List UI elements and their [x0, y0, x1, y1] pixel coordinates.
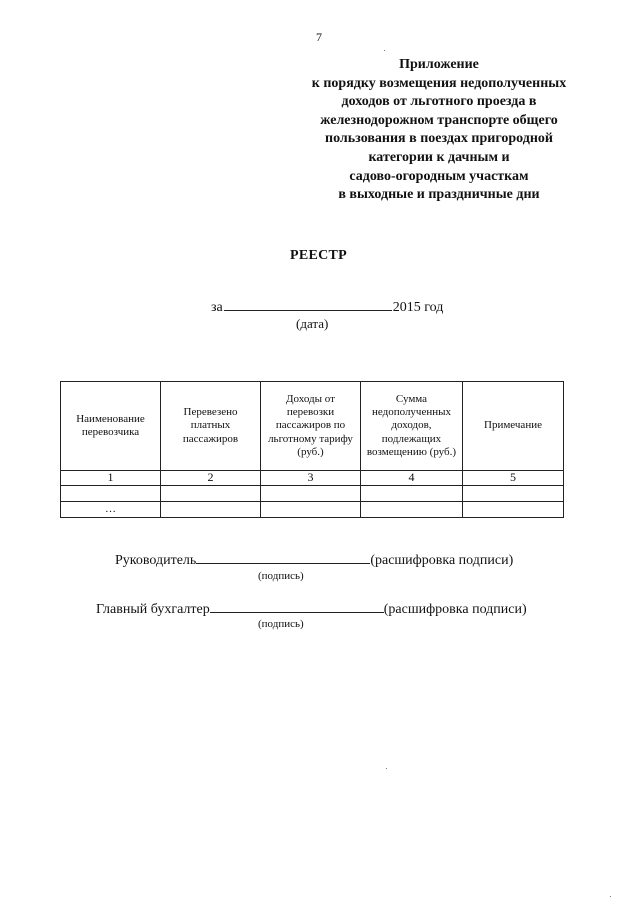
- head-decode-label: (расшифровка подписи): [370, 553, 514, 568]
- appendix-line: железнодорожном транспорте общего: [320, 112, 558, 128]
- date-blank-line[interactable]: [224, 298, 392, 311]
- appendix-heading: [290, 56, 588, 205]
- appendix-line: категории к дачным и: [368, 149, 510, 165]
- accountant-label: Главный бухгалтер: [96, 602, 210, 617]
- table-cell[interactable]: [61, 486, 161, 502]
- table-row: [61, 502, 564, 518]
- table-cell[interactable]: …: [61, 502, 161, 518]
- column-number: 3: [261, 471, 361, 486]
- column-number: 1: [61, 471, 161, 486]
- accountant-signature-line[interactable]: [210, 600, 384, 613]
- scan-speck: [384, 50, 385, 51]
- column-number: 2: [161, 471, 261, 486]
- appendix-line: Приложение: [399, 57, 479, 72]
- scan-speck: [610, 896, 611, 897]
- appendix-line: к порядку возмещения недополученных: [311, 75, 567, 91]
- column-number: 5: [463, 471, 564, 486]
- table-cell[interactable]: [261, 486, 361, 502]
- table-cell[interactable]: [261, 502, 361, 518]
- page-number: 7: [316, 30, 322, 44]
- period-prefix: за: [211, 300, 223, 315]
- table-cell[interactable]: [161, 502, 261, 518]
- appendix-line: садово-огородным участкам: [349, 168, 529, 184]
- head-signature-row: [115, 551, 513, 569]
- table-cell[interactable]: [361, 502, 463, 518]
- accountant-decode-label: (расшифровка подписи): [383, 602, 527, 617]
- scan-speck: [386, 768, 387, 769]
- accountant-signature-row: [96, 600, 527, 618]
- period-row: [211, 298, 443, 316]
- date-caption: (дата): [296, 316, 329, 331]
- header-note: Примечание: [463, 382, 564, 471]
- column-number-row: [61, 471, 564, 486]
- column-number: 4: [361, 471, 463, 486]
- table-cell[interactable]: [161, 486, 261, 502]
- table-cell[interactable]: [463, 502, 564, 518]
- head-signature-line[interactable]: [196, 551, 370, 564]
- appendix-line: в выходные и праздничные дни: [338, 187, 540, 203]
- registry-title: РЕЕСТР: [290, 248, 348, 263]
- head-label: Руководитель: [115, 553, 197, 568]
- header-paid-passengers: Перевезено платных пассажиров: [161, 382, 261, 471]
- header-carrier-name: Наименование перевозчика: [61, 382, 161, 471]
- appendix-line: доходов от льготного проезда в: [341, 94, 537, 110]
- appendix-line: пользования в поездах пригородной: [325, 131, 553, 147]
- header-lost-income: Сумма недополученных доходов, подлежащих возмещению (руб.): [361, 382, 463, 471]
- registry-table: [60, 381, 564, 518]
- table-cell[interactable]: [361, 486, 463, 502]
- accountant-signature-caption: (подпись): [258, 618, 304, 630]
- head-signature-caption: (подпись): [258, 570, 304, 582]
- table-row: [61, 486, 564, 502]
- table-cell[interactable]: [463, 486, 564, 502]
- table-header-row: [61, 382, 564, 471]
- period-suffix: 2015 год: [392, 300, 444, 315]
- header-income: Доходы от перевозки пассажиров по льготному тарифу (руб.): [261, 382, 361, 471]
